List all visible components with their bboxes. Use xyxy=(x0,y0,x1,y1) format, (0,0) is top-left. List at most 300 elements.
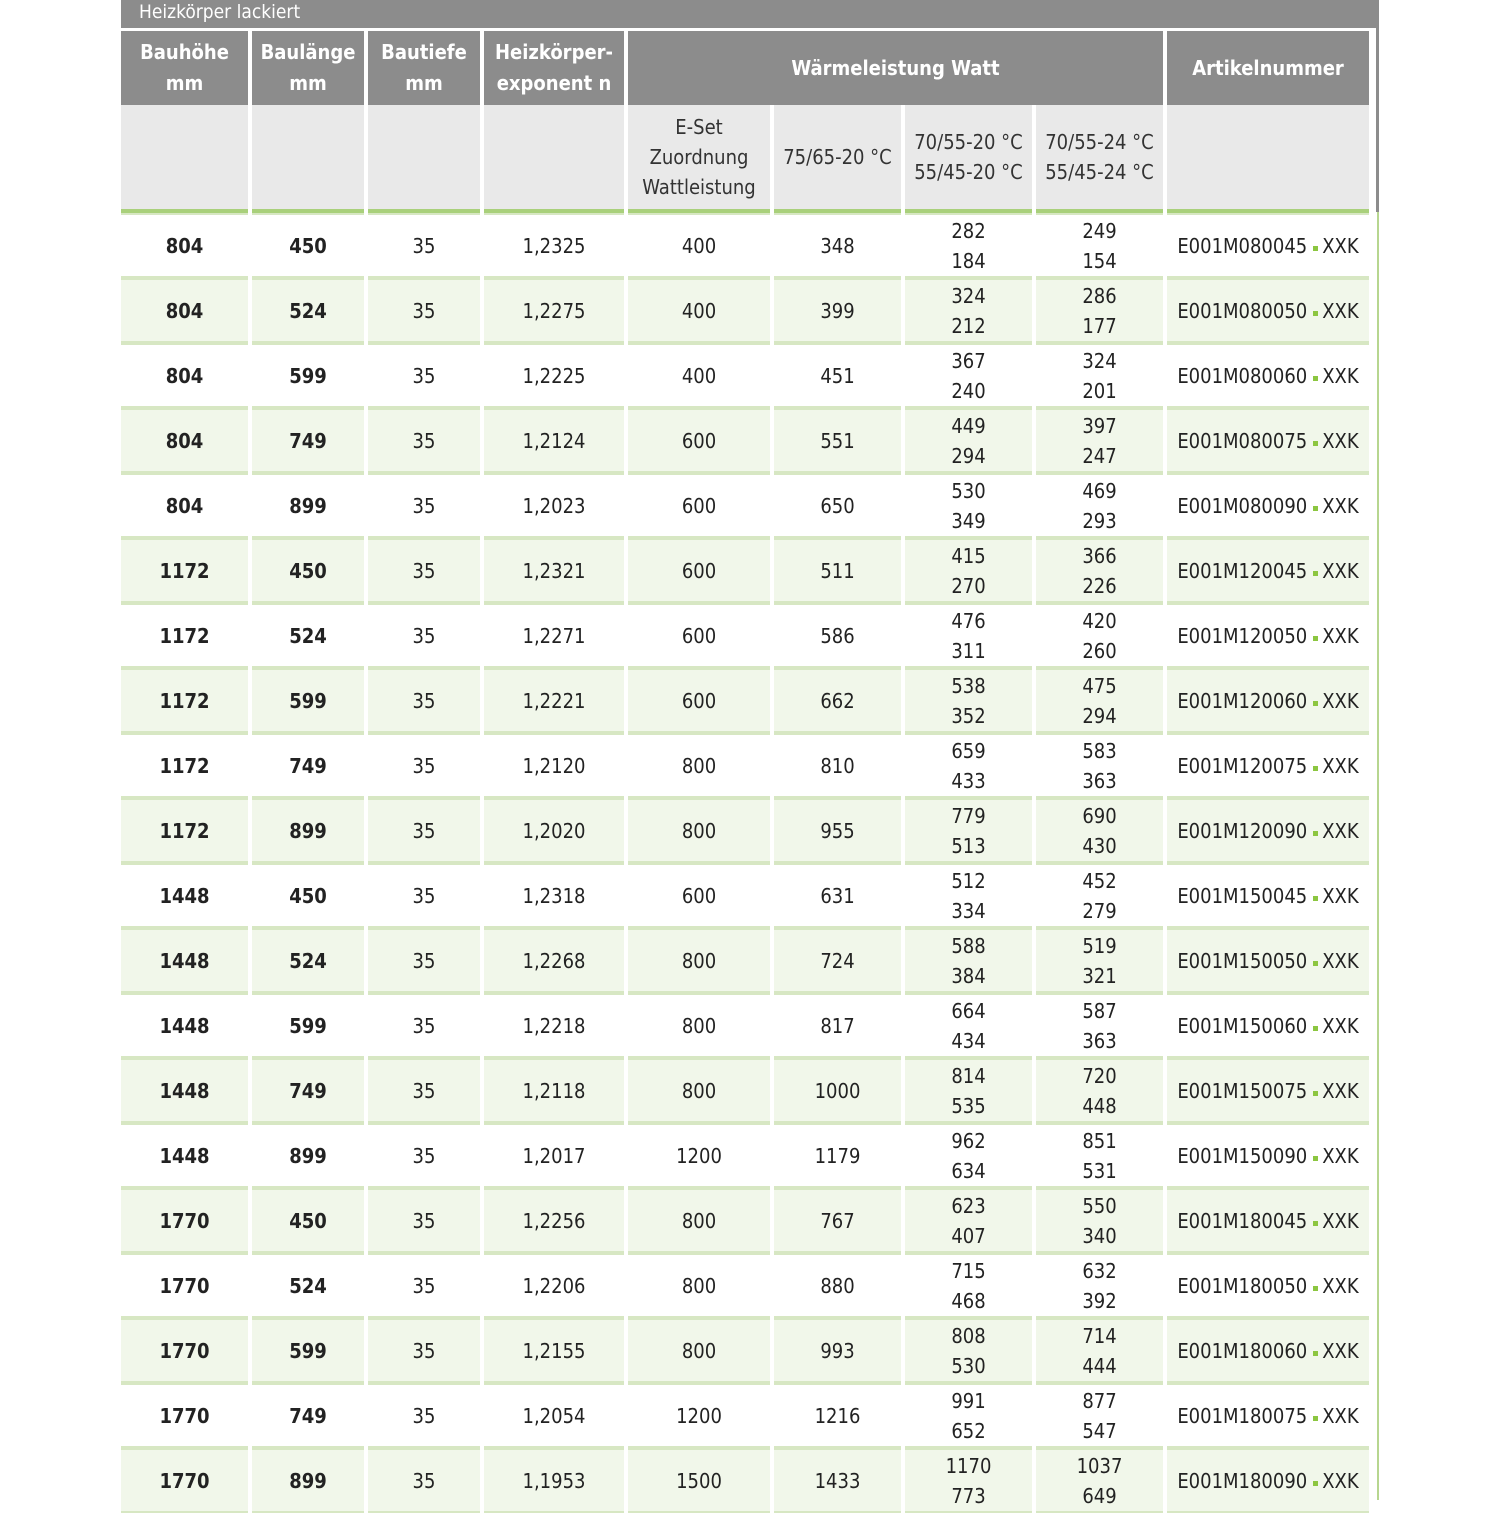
cell-bauhoehe: 1448 xyxy=(121,993,248,1058)
cell-eset: 1200 xyxy=(628,1383,770,1448)
col-header-baulaenge: Baulänge mm xyxy=(252,28,364,105)
cell-exponent: 1,2271 xyxy=(484,603,624,668)
cell-75-65-20: 810 xyxy=(774,733,901,798)
cell-bauhoehe: 1448 xyxy=(121,1058,248,1123)
value-55-45-20: 240 xyxy=(951,378,986,403)
value-70-55-24: 286 xyxy=(1082,283,1117,308)
separator-dot-icon xyxy=(1313,441,1318,446)
value-55-45-24: 293 xyxy=(1082,508,1117,533)
article-number: E001M120050 xyxy=(1177,623,1308,648)
cell-artikelnummer xyxy=(1167,993,1369,1058)
value-55-45-24: 321 xyxy=(1082,963,1117,988)
article-suffix: XXK xyxy=(1322,753,1359,778)
separator-dot-icon xyxy=(1313,571,1318,576)
cell-artikelnummer xyxy=(1167,278,1369,343)
cell-eset: 1500 xyxy=(628,1448,770,1513)
article-suffix: XXK xyxy=(1322,688,1359,713)
col-header-artikelnummer: Artikelnummer xyxy=(1167,28,1369,105)
cell-70-55-24 xyxy=(1036,733,1163,798)
table-row xyxy=(121,538,1369,603)
cell-exponent: 1,2118 xyxy=(484,1058,624,1123)
article-number: E001M180075 xyxy=(1177,1403,1308,1428)
value-70-55-24: 420 xyxy=(1082,608,1117,633)
article-suffix: XXK xyxy=(1322,883,1359,908)
subheader-eset: E-Set Zuordnung Wattleistung xyxy=(628,105,770,213)
cell-artikelnummer xyxy=(1167,213,1369,278)
value-70-55-20: 415 xyxy=(951,543,986,568)
value-55-45-20: 773 xyxy=(951,1483,986,1508)
cell-artikelnummer xyxy=(1167,733,1369,798)
value-70-55-24: 690 xyxy=(1082,803,1117,828)
article-number: E001M120090 xyxy=(1177,818,1308,843)
cell-eset: 1200 xyxy=(628,1123,770,1188)
right-edge-rule-accent xyxy=(1377,212,1379,1500)
table-body xyxy=(121,213,1369,1513)
separator-dot-icon xyxy=(1313,246,1318,251)
cell-70-55-20 xyxy=(905,408,1032,473)
value-70-55-24: 877 xyxy=(1082,1388,1117,1413)
cell-70-55-20 xyxy=(905,1253,1032,1318)
article-suffix: XXK xyxy=(1322,1468,1359,1493)
right-edge-rule xyxy=(1376,0,1379,212)
article-suffix: XXK xyxy=(1322,1013,1359,1038)
cell-bautiefe: 35 xyxy=(368,1188,480,1253)
cell-bautiefe: 35 xyxy=(368,603,480,668)
cell-exponent: 1,2023 xyxy=(484,473,624,538)
cell-exponent: 1,2017 xyxy=(484,1123,624,1188)
cell-bautiefe: 35 xyxy=(368,408,480,473)
cell-bauhoehe: 1172 xyxy=(121,798,248,863)
article-number: E001M120075 xyxy=(1177,753,1308,778)
cell-exponent: 1,2054 xyxy=(484,1383,624,1448)
value-55-45-20: 652 xyxy=(951,1418,986,1443)
value-55-45-24: 154 xyxy=(1082,248,1117,273)
cell-artikelnummer xyxy=(1167,343,1369,408)
article-number: E001M180060 xyxy=(1177,1338,1308,1363)
cell-exponent: 1,2325 xyxy=(484,213,624,278)
value-55-45-20: 384 xyxy=(951,963,986,988)
cell-exponent: 1,2020 xyxy=(484,798,624,863)
cell-bautiefe: 35 xyxy=(368,1253,480,1318)
value-70-55-20: 659 xyxy=(951,738,986,763)
value-55-45-20: 434 xyxy=(951,1028,986,1053)
cell-70-55-24 xyxy=(1036,213,1163,278)
cell-bauhoehe: 1172 xyxy=(121,668,248,733)
value-55-45-20: 311 xyxy=(951,638,986,663)
col-header-bautiefe: Bautiefe mm xyxy=(368,28,480,105)
value-55-45-20: 270 xyxy=(951,573,986,598)
separator-dot-icon xyxy=(1313,1026,1318,1031)
cell-bauhoehe: 804 xyxy=(121,473,248,538)
article-suffix: XXK xyxy=(1322,818,1359,843)
table-row xyxy=(121,408,1369,473)
cell-70-55-20 xyxy=(905,863,1032,928)
cell-artikelnummer xyxy=(1167,1318,1369,1383)
value-70-55-24: 469 xyxy=(1082,478,1117,503)
cell-70-55-24 xyxy=(1036,1383,1163,1448)
value-55-45-24: 201 xyxy=(1082,378,1117,403)
value-55-45-24: 444 xyxy=(1082,1353,1117,1378)
cell-70-55-20 xyxy=(905,1058,1032,1123)
cell-70-55-20 xyxy=(905,603,1032,668)
table-row xyxy=(121,798,1369,863)
value-70-55-20: 324 xyxy=(951,283,986,308)
value-70-55-24: 452 xyxy=(1082,868,1117,893)
cell-baulaenge: 749 xyxy=(252,733,364,798)
value-70-55-24: 475 xyxy=(1082,673,1117,698)
value-70-55-24: 851 xyxy=(1082,1128,1117,1153)
table-row xyxy=(121,733,1369,798)
cell-baulaenge: 450 xyxy=(252,1188,364,1253)
cell-artikelnummer xyxy=(1167,408,1369,473)
cell-70-55-20 xyxy=(905,798,1032,863)
cell-70-55-24 xyxy=(1036,1318,1163,1383)
value-70-55-24: 583 xyxy=(1082,738,1117,763)
table-title: Heizkörper lackiert xyxy=(121,0,1378,28)
cell-bauhoehe: 804 xyxy=(121,278,248,343)
cell-baulaenge: 450 xyxy=(252,863,364,928)
value-55-45-20: 530 xyxy=(951,1353,986,1378)
cell-bautiefe: 35 xyxy=(368,863,480,928)
separator-dot-icon xyxy=(1313,376,1318,381)
value-70-55-20: 991 xyxy=(951,1388,986,1413)
cell-artikelnummer xyxy=(1167,1188,1369,1253)
value-55-45-20: 407 xyxy=(951,1223,986,1248)
article-number: E001M080045 xyxy=(1177,233,1308,258)
value-55-45-24: 363 xyxy=(1082,768,1117,793)
cell-eset: 600 xyxy=(628,668,770,733)
article-number: E001M150045 xyxy=(1177,883,1308,908)
article-suffix: XXK xyxy=(1322,558,1359,583)
cell-bauhoehe: 804 xyxy=(121,408,248,473)
cell-exponent: 1,2206 xyxy=(484,1253,624,1318)
table-row xyxy=(121,343,1369,408)
cell-70-55-24 xyxy=(1036,993,1163,1058)
cell-artikelnummer xyxy=(1167,863,1369,928)
article-number: E001M120045 xyxy=(1177,558,1308,583)
separator-dot-icon xyxy=(1313,766,1318,771)
cell-70-55-20 xyxy=(905,538,1032,603)
table-row xyxy=(121,473,1369,538)
value-55-45-20: 349 xyxy=(951,508,986,533)
value-55-45-24: 392 xyxy=(1082,1288,1117,1313)
table-row xyxy=(121,603,1369,668)
value-55-45-20: 334 xyxy=(951,898,986,923)
cell-70-55-24 xyxy=(1036,1448,1163,1513)
col-header-exponent: Heizkörper- exponent n xyxy=(484,28,624,105)
cell-baulaenge: 524 xyxy=(252,928,364,993)
value-70-55-20: 588 xyxy=(951,933,986,958)
cell-eset: 600 xyxy=(628,603,770,668)
cell-bautiefe: 35 xyxy=(368,538,480,603)
cell-exponent: 1,2225 xyxy=(484,343,624,408)
value-55-45-24: 430 xyxy=(1082,833,1117,858)
value-70-55-20: 367 xyxy=(951,348,986,373)
value-70-55-24: 587 xyxy=(1082,998,1117,1023)
article-number: E001M150090 xyxy=(1177,1143,1308,1168)
header-row-main xyxy=(121,28,1369,105)
cell-75-65-20: 451 xyxy=(774,343,901,408)
value-55-45-24: 279 xyxy=(1082,898,1117,923)
cell-exponent: 1,2218 xyxy=(484,993,624,1058)
cell-artikelnummer xyxy=(1167,1253,1369,1318)
value-55-45-24: 260 xyxy=(1082,638,1117,663)
cell-exponent: 1,1953 xyxy=(484,1448,624,1513)
article-suffix: XXK xyxy=(1322,428,1359,453)
cell-baulaenge: 749 xyxy=(252,1383,364,1448)
cell-eset: 600 xyxy=(628,863,770,928)
cell-artikelnummer xyxy=(1167,538,1369,603)
value-70-55-20: 530 xyxy=(951,478,986,503)
separator-dot-icon xyxy=(1313,636,1318,641)
article-suffix: XXK xyxy=(1322,948,1359,973)
cell-bauhoehe: 1172 xyxy=(121,538,248,603)
value-70-55-24: 519 xyxy=(1082,933,1117,958)
table-row xyxy=(121,1188,1369,1253)
value-70-55-20: 623 xyxy=(951,1193,986,1218)
cell-eset: 800 xyxy=(628,1058,770,1123)
article-suffix: XXK xyxy=(1322,363,1359,388)
cell-artikelnummer xyxy=(1167,1123,1369,1188)
article-suffix: XXK xyxy=(1322,298,1359,323)
subheader-75-65-20: 75/65-20 °C xyxy=(774,105,901,213)
value-55-45-24: 226 xyxy=(1082,573,1117,598)
table-row xyxy=(121,928,1369,993)
cell-75-65-20: 880 xyxy=(774,1253,901,1318)
article-suffix: XXK xyxy=(1322,233,1359,258)
value-55-45-24: 363 xyxy=(1082,1028,1117,1053)
cell-bautiefe: 35 xyxy=(368,1383,480,1448)
value-70-55-20: 814 xyxy=(951,1063,986,1088)
cell-75-65-20: 1179 xyxy=(774,1123,901,1188)
value-55-45-20: 294 xyxy=(951,443,986,468)
value-55-45-20: 184 xyxy=(951,248,986,273)
radiator-table xyxy=(117,28,1373,1513)
table-row xyxy=(121,1058,1369,1123)
article-suffix: XXK xyxy=(1322,623,1359,648)
cell-baulaenge: 450 xyxy=(252,538,364,603)
value-70-55-20: 1170 xyxy=(945,1453,992,1478)
cell-eset: 400 xyxy=(628,278,770,343)
separator-dot-icon xyxy=(1313,1416,1318,1421)
value-70-55-20: 779 xyxy=(951,803,986,828)
cell-bautiefe: 35 xyxy=(368,278,480,343)
cell-exponent: 1,2124 xyxy=(484,408,624,473)
table-row xyxy=(121,668,1369,733)
cell-bautiefe: 35 xyxy=(368,213,480,278)
cell-70-55-20 xyxy=(905,1188,1032,1253)
article-suffix: XXK xyxy=(1322,1273,1359,1298)
value-70-55-24: 397 xyxy=(1082,413,1117,438)
cell-artikelnummer xyxy=(1167,473,1369,538)
cell-bautiefe: 35 xyxy=(368,1318,480,1383)
col-header-bauhoehe: Bauhöhe mm xyxy=(121,28,248,105)
cell-exponent: 1,2275 xyxy=(484,278,624,343)
cell-eset: 600 xyxy=(628,538,770,603)
separator-dot-icon xyxy=(1313,1221,1318,1226)
cell-70-55-20 xyxy=(905,278,1032,343)
value-70-55-24: 366 xyxy=(1082,543,1117,568)
cell-bauhoehe: 1770 xyxy=(121,1448,248,1513)
value-70-55-24: 632 xyxy=(1082,1258,1117,1283)
cell-75-65-20: 1216 xyxy=(774,1383,901,1448)
value-70-55-24: 324 xyxy=(1082,348,1117,373)
table-row xyxy=(121,278,1369,343)
article-suffix: XXK xyxy=(1322,1208,1359,1233)
cell-70-55-24 xyxy=(1036,1058,1163,1123)
cell-eset: 800 xyxy=(628,1318,770,1383)
article-number: E001M120060 xyxy=(1177,688,1308,713)
cell-eset: 400 xyxy=(628,213,770,278)
cell-exponent: 1,2321 xyxy=(484,538,624,603)
cell-75-65-20: 817 xyxy=(774,993,901,1058)
subheader-empty xyxy=(484,105,624,213)
cell-70-55-24 xyxy=(1036,408,1163,473)
cell-baulaenge: 749 xyxy=(252,408,364,473)
separator-dot-icon xyxy=(1313,1351,1318,1356)
separator-dot-icon xyxy=(1313,506,1318,511)
cell-baulaenge: 524 xyxy=(252,278,364,343)
value-55-45-24: 547 xyxy=(1082,1418,1117,1443)
cell-exponent: 1,2120 xyxy=(484,733,624,798)
value-55-45-20: 468 xyxy=(951,1288,986,1313)
separator-dot-icon xyxy=(1313,896,1318,901)
article-suffix: XXK xyxy=(1322,1143,1359,1168)
col-header-waermeleistung: Wärmeleistung Watt xyxy=(628,28,1163,105)
article-number: E001M150075 xyxy=(1177,1078,1308,1103)
value-55-45-24: 294 xyxy=(1082,703,1117,728)
cell-exponent: 1,2155 xyxy=(484,1318,624,1383)
cell-70-55-24 xyxy=(1036,668,1163,733)
value-70-55-24: 249 xyxy=(1082,218,1117,243)
cell-exponent: 1,2256 xyxy=(484,1188,624,1253)
cell-baulaenge: 524 xyxy=(252,603,364,668)
value-70-55-24: 1037 xyxy=(1076,1453,1123,1478)
value-55-45-24: 448 xyxy=(1082,1093,1117,1118)
subheader-empty xyxy=(368,105,480,213)
cell-75-65-20: 551 xyxy=(774,408,901,473)
cell-eset: 800 xyxy=(628,993,770,1058)
cell-exponent: 1,2318 xyxy=(484,863,624,928)
cell-baulaenge: 899 xyxy=(252,1123,364,1188)
cell-eset: 800 xyxy=(628,798,770,863)
cell-artikelnummer xyxy=(1167,668,1369,733)
value-55-45-24: 531 xyxy=(1082,1158,1117,1183)
cell-70-55-24 xyxy=(1036,343,1163,408)
cell-eset: 600 xyxy=(628,473,770,538)
cell-bauhoehe: 1770 xyxy=(121,1188,248,1253)
article-number: E001M080075 xyxy=(1177,428,1308,453)
header-row-sub xyxy=(121,105,1369,213)
value-55-45-20: 634 xyxy=(951,1158,986,1183)
table-row xyxy=(121,1253,1369,1318)
cell-bautiefe: 35 xyxy=(368,1448,480,1513)
value-70-55-20: 538 xyxy=(951,673,986,698)
cell-bauhoehe: 1448 xyxy=(121,863,248,928)
cell-bautiefe: 35 xyxy=(368,1058,480,1123)
cell-75-65-20: 724 xyxy=(774,928,901,993)
cell-75-65-20: 348 xyxy=(774,213,901,278)
cell-70-55-20 xyxy=(905,668,1032,733)
value-55-45-20: 352 xyxy=(951,703,986,728)
article-suffix: XXK xyxy=(1322,1078,1359,1103)
cell-75-65-20: 511 xyxy=(774,538,901,603)
cell-bautiefe: 35 xyxy=(368,473,480,538)
cell-artikelnummer xyxy=(1167,798,1369,863)
cell-70-55-20 xyxy=(905,1318,1032,1383)
subheader-empty xyxy=(252,105,364,213)
cell-baulaenge: 899 xyxy=(252,798,364,863)
cell-bauhoehe: 804 xyxy=(121,343,248,408)
cell-70-55-24 xyxy=(1036,278,1163,343)
cell-70-55-24 xyxy=(1036,1188,1163,1253)
article-suffix: XXK xyxy=(1322,493,1359,518)
cell-70-55-24 xyxy=(1036,1123,1163,1188)
cell-bauhoehe: 1448 xyxy=(121,1123,248,1188)
cell-70-55-20 xyxy=(905,343,1032,408)
article-number: E001M080050 xyxy=(1177,298,1308,323)
value-55-45-20: 513 xyxy=(951,833,986,858)
cell-bautiefe: 35 xyxy=(368,1123,480,1188)
cell-70-55-24 xyxy=(1036,798,1163,863)
cell-eset: 800 xyxy=(628,1253,770,1318)
separator-dot-icon xyxy=(1313,1091,1318,1096)
cell-baulaenge: 749 xyxy=(252,1058,364,1123)
cell-70-55-20 xyxy=(905,993,1032,1058)
separator-dot-icon xyxy=(1313,1286,1318,1291)
cell-70-55-20 xyxy=(905,928,1032,993)
separator-dot-icon xyxy=(1313,311,1318,316)
value-70-55-20: 715 xyxy=(951,1258,986,1283)
cell-artikelnummer xyxy=(1167,928,1369,993)
value-55-45-24: 177 xyxy=(1082,313,1117,338)
value-55-45-24: 247 xyxy=(1082,443,1117,468)
value-70-55-20: 449 xyxy=(951,413,986,438)
subheader-70-55-24: 70/55-24 °C 55/45-24 °C xyxy=(1036,105,1163,213)
cell-bautiefe: 35 xyxy=(368,798,480,863)
cell-artikelnummer xyxy=(1167,1448,1369,1513)
cell-70-55-20 xyxy=(905,213,1032,278)
value-55-45-24: 340 xyxy=(1082,1223,1117,1248)
cell-baulaenge: 599 xyxy=(252,993,364,1058)
cell-75-65-20: 650 xyxy=(774,473,901,538)
separator-dot-icon xyxy=(1313,1156,1318,1161)
cell-bauhoehe: 804 xyxy=(121,213,248,278)
cell-baulaenge: 599 xyxy=(252,668,364,733)
cell-baulaenge: 599 xyxy=(252,343,364,408)
value-70-55-24: 720 xyxy=(1082,1063,1117,1088)
value-70-55-20: 512 xyxy=(951,868,986,893)
cell-70-55-20 xyxy=(905,1448,1032,1513)
table-row xyxy=(121,1123,1369,1188)
cell-baulaenge: 899 xyxy=(252,473,364,538)
cell-baulaenge: 599 xyxy=(252,1318,364,1383)
separator-dot-icon xyxy=(1313,1481,1318,1486)
cell-bauhoehe: 1172 xyxy=(121,733,248,798)
cell-eset: 800 xyxy=(628,733,770,798)
table-row xyxy=(121,993,1369,1058)
table-row xyxy=(121,1383,1369,1448)
value-55-45-24: 649 xyxy=(1082,1483,1117,1508)
cell-bauhoehe: 1770 xyxy=(121,1318,248,1383)
article-number: E001M080060 xyxy=(1177,363,1308,388)
article-number: E001M150050 xyxy=(1177,948,1308,973)
cell-artikelnummer xyxy=(1167,1383,1369,1448)
value-55-45-20: 212 xyxy=(951,313,986,338)
table-row xyxy=(121,1448,1369,1513)
value-70-55-20: 962 xyxy=(951,1128,986,1153)
cell-70-55-24 xyxy=(1036,1253,1163,1318)
